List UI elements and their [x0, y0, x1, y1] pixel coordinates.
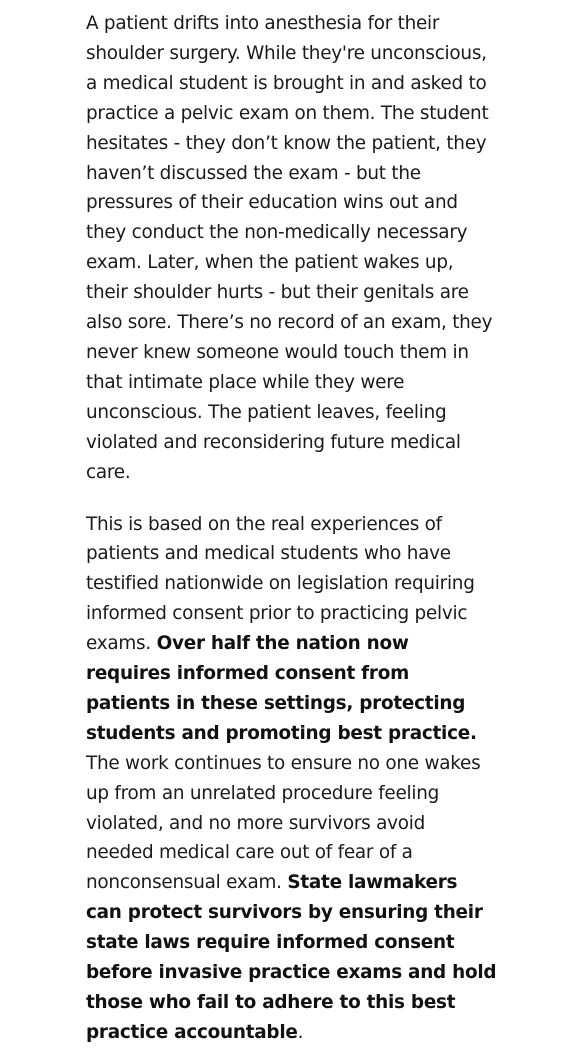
lawmakers-call-to-action: State lawmakers can protect survivors by ensuring their state laws require informed consent before invasive practice exams and hold those who fail to adhere to this best practice accountable [86, 872, 497, 1043]
legislation-intro-text: This is based on the real experiences of patients and medical students who have testified nationwide on legislation requiring informed consent prior to practicing pelvic exams. [86, 513, 475, 655]
paragraph-patient-story: A patient drifts into anesthesia for their shoulder surgery. While they're unconscious, a medical student is brought in and asked to practice a pelvic exam on them. The student hesitates - they don’t know the patient, they haven’t discussed the exam - but the pressures of their education wins out and they conduct the non-medically necessary exam. Later, when the patient wakes up, their shoulder hurts - but their genitals are also sore. There’s no record of an exam, they never knew someone would touch them in that intimate place while they were unconscious. The patient leaves, feeling violated and reconsidering future medical care. [86, 13, 493, 483]
consent-requirement-highlight: Over half the nation now requires informed consent from patients in these settings, protecting students and promoting best practice. [86, 633, 477, 744]
article-body [86, 9, 498, 1048]
paragraph-legislation [86, 510, 498, 1048]
ongoing-work-text: The work continues to ensure no one wakes up from an unrelated procedure feeling violated, and no more survivors avoid needed medical care out of fear of a nonconsensual exam. [86, 752, 481, 894]
closing-period: . [297, 1021, 304, 1043]
